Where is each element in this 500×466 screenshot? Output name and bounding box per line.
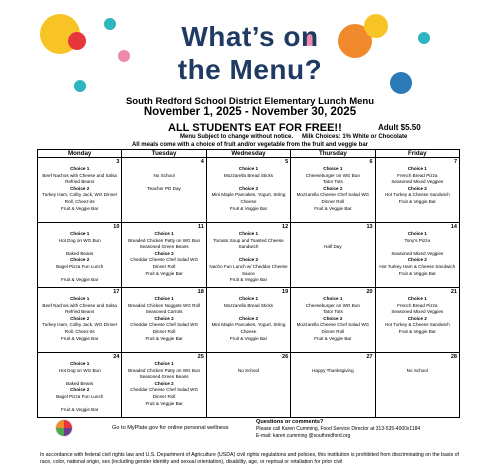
menu-item: Bagel Pizza Fun Lunch [56, 263, 104, 269]
menu-item: Beef Nachos with Cheese and Salsa [42, 172, 117, 178]
free-meals-banner: ALL STUDENTS EAT FOR FREE!! [168, 122, 342, 134]
choice-label: Choice 1 [407, 166, 427, 171]
questions-heading: Questions or comments? [256, 419, 324, 425]
menu-item [123, 166, 204, 173]
menu-item: Refried Beans [65, 179, 95, 185]
day-number: 7 [453, 159, 457, 165]
day-number: 27 [366, 354, 373, 360]
menu-item: Fruit & Veggie Bar [61, 277, 99, 283]
date-range: November 1, 2025 - November 30, 2025 [143, 106, 357, 118]
day-cell [375, 158, 459, 223]
menu-item: Fruit & Veggie Bar [229, 277, 268, 283]
choice-label: Choice 2 [407, 257, 427, 263]
menu-item: Mozzarella Cheese Chef Salad WG Dinner Roll [296, 322, 370, 334]
week-row [38, 223, 460, 288]
menu-item: No School [237, 367, 260, 373]
choice-label: Choice 2 [70, 185, 90, 191]
day-cell [375, 353, 459, 418]
day-number: 26 [282, 354, 289, 360]
nondiscrimination-statement: In accordance with federal civil rights law and U.S. Department of Agriculture (USDA) civil rights regulations and policies, this institution is prohibited from discriminating on the basis of race, color, national origin, sex (including gender identity and sexual orientation), disability, age, or reprisal or retaliation for prior civil [40, 452, 459, 465]
menu-items [291, 223, 374, 251]
choice-label: Choice 1 [407, 296, 427, 301]
menu-item: Seasoned Mixed Veggies [391, 250, 444, 256]
day-cell [291, 158, 375, 223]
menu-item: French Bread Pizza [397, 172, 438, 178]
menu-item: Nacho Fun Lunch w/ Cheddar Cheese Sauce [209, 263, 288, 276]
choice-label: Choice 2 [238, 185, 259, 191]
menu-items [291, 288, 374, 342]
weekday-wednesday: Wednesday [206, 150, 290, 158]
menu-item: Hot Dog on WG Bun [58, 367, 101, 373]
week-row [38, 353, 460, 418]
hero-title-line2: the Menu? [177, 54, 323, 85]
menu-item: Happy Thanksgiving [312, 367, 354, 373]
day-number: 25 [197, 354, 204, 360]
menu-item: Fruit & Veggie Bar [398, 328, 436, 334]
day-number: 10 [113, 224, 120, 230]
menu-item: Seasoned Mixed Veggies [391, 179, 444, 185]
meals-note: All meals come with a choice of fruit and/or vegetable from the fruit and veggie bar [131, 142, 369, 148]
menu-item [39, 271, 120, 278]
menu-item: Mozzarella Cheese Chef Salad WG Dinner Roll [296, 192, 370, 204]
menu-item: Cheeseburger on WG Bun [305, 302, 360, 308]
weekday-thursday: Thursday [291, 150, 375, 158]
menu-items [38, 288, 121, 342]
menu-item [39, 401, 120, 408]
day-number: 17 [113, 289, 120, 295]
day-cell [122, 353, 206, 418]
menu-item [377, 361, 458, 368]
adult-price: Adult $5.50 [378, 123, 421, 132]
day-cell [122, 223, 206, 288]
menu-item: Breaded Chicken Patty on WG Bun [128, 367, 201, 373]
menu-item [292, 231, 373, 238]
menu-item [292, 238, 373, 245]
district-heading: South Redford School District Elementary Lunch Menu [125, 96, 375, 107]
menu-item: Mini Maple Pancakes, Yogurt, String Cheese [211, 192, 286, 204]
menu-item: Bagel Pizza Fun Lunch [56, 393, 104, 399]
day-cell [122, 288, 206, 353]
day-number: 11 [197, 224, 204, 230]
menu-item: Seasoned Mixed Veggies [391, 309, 444, 315]
menu-items [207, 223, 290, 284]
menu-calendar [37, 149, 460, 418]
choice-label: Choice 1 [323, 296, 343, 301]
day-number: 3 [116, 159, 120, 165]
choice-label: Choice 2 [238, 315, 259, 321]
menu-item: Fruit & Veggie Bar [145, 335, 183, 341]
choice-label: Choice 1 [70, 166, 90, 171]
menu-items [38, 223, 121, 284]
menu-item: Breaded Chicken Patty on WG Bun [128, 237, 201, 243]
menu-item: Fruit & Veggie Bar [229, 335, 268, 341]
menu-item: Baked Beans [66, 250, 94, 256]
menu-item: Hot Turkey & Cheese Sandwich [384, 192, 450, 198]
menu-items [38, 158, 121, 212]
menu-item [208, 309, 289, 316]
menu-items [122, 288, 205, 342]
day-cell [38, 288, 122, 353]
day-cell [206, 353, 290, 418]
email-line: E-mail: karen.cumming @southredford.org [256, 433, 351, 439]
choice-label: Choice 1 [238, 231, 259, 236]
menu-item: Turkey Ham, Colby Jack, WG Dinner Roll, Cheez-its [42, 322, 118, 334]
choice-label: Choice 1 [238, 296, 259, 301]
menu-item [377, 244, 458, 251]
menu-item: Fruit & Veggie Bar [145, 270, 183, 276]
choice-label: Choice 2 [70, 315, 90, 321]
day-number: 19 [282, 289, 289, 295]
choice-label: Choice 2 [70, 387, 90, 393]
myplate-logo [55, 419, 73, 437]
menu-item: French Bread Pizza [397, 302, 438, 308]
choice-label: Choice 1 [70, 296, 90, 301]
day-number: 21 [450, 289, 457, 295]
menu-items [122, 353, 205, 407]
day-number: 5 [285, 159, 289, 165]
choice-label: Choice 1 [154, 231, 174, 236]
day-cell [38, 158, 122, 223]
menu-item: Fruit & Veggie Bar [61, 205, 99, 211]
day-cell [206, 158, 290, 223]
menu-item: Fruit & Veggie Bar [314, 335, 352, 341]
myplate-icon [55, 419, 73, 437]
week-row [38, 158, 460, 223]
menu-item: Hot Turkey & Cheese Sandwich [384, 322, 450, 328]
choice-label: Choice 2 [70, 257, 90, 263]
menu-item: Mozzarella Bread Sticks [223, 172, 274, 178]
menu-items [207, 288, 290, 342]
day-number: 12 [282, 224, 289, 230]
menu-items [207, 158, 290, 212]
day-cell [291, 353, 375, 418]
day-number: 28 [450, 354, 457, 360]
contact-line: Please call Karen Cumming, Food Service Director at 313-535-4000x1184 [256, 426, 421, 432]
menu-item: Tomato Soup and Toasted Cheese Sandwich [213, 237, 284, 250]
day-cell [38, 223, 122, 288]
menu-items [122, 158, 205, 192]
menu-item: Half Day [324, 244, 342, 250]
choice-label: Choice 1 [154, 296, 174, 301]
menu-item: Cheddar Cheese Chef Salad WG Dinner Roll [130, 387, 199, 399]
menu-item: Cheeseburger on WG Bun [305, 172, 360, 178]
menu-item: Tator Tots [322, 179, 343, 185]
weekday-friday: Friday [375, 150, 459, 158]
menu-item [208, 251, 289, 258]
day-cell [122, 158, 206, 223]
menu-item: Fruit & Veggie Bar [61, 407, 99, 413]
menu-item: Cheddar Cheese Chef Salad WG Dinner Roll [130, 322, 199, 334]
menu-item: Seasoned Carrots [145, 309, 183, 315]
menu-item [39, 374, 120, 381]
week-row [38, 288, 460, 353]
menu-items [207, 353, 290, 374]
menu-item: Refried Beans [65, 309, 95, 315]
day-cell [375, 223, 459, 288]
choice-label: Choice 2 [154, 380, 174, 386]
menu-item: Mozzarella Bread Sticks [223, 302, 274, 308]
day-cell [291, 288, 375, 353]
day-cell [38, 353, 122, 418]
menu-item [208, 361, 289, 368]
menu-item: Baked Beans [66, 380, 94, 386]
choice-label: Choice 1 [238, 166, 259, 171]
menu-items [376, 158, 459, 206]
menu-item: Teacher PD Day [147, 185, 181, 191]
menu-item: Fruit & Veggie Bar [145, 400, 183, 406]
menu-item: Seasoned Green Beans [139, 244, 189, 250]
menu-item: No School [406, 367, 428, 373]
menu-items [38, 353, 121, 414]
menu-items [376, 223, 459, 277]
day-number: 4 [200, 159, 204, 165]
myplate-link[interactable]: Go to MyPlate.gov for online personal wellness [112, 425, 229, 431]
day-cell [206, 223, 290, 288]
weekday-monday: Monday [38, 150, 122, 158]
day-number: 20 [366, 289, 373, 295]
choice-label: Choice 1 [407, 231, 427, 236]
choice-label: Choice 1 [70, 361, 90, 366]
menu-item: Mini Maple Pancakes, Yogurt, String Cheese [211, 322, 286, 334]
weekday-header-row [38, 150, 460, 158]
menu-item: No School [153, 172, 175, 178]
menu-item [292, 361, 373, 368]
choice-label: Choice 1 [70, 231, 90, 236]
menu-item [208, 179, 289, 186]
choice-label: Choice 2 [323, 185, 343, 191]
choice-label: Choice 2 [407, 185, 427, 191]
menu-item [123, 179, 204, 186]
menu-item: Fruit & Veggie Bar [229, 205, 268, 211]
day-number: 13 [366, 224, 373, 230]
hero-title-line1: What’s on [181, 21, 319, 52]
menu-item: Fruit & Veggie Bar [314, 205, 352, 211]
menu-items [291, 158, 374, 212]
menu-item: Fruit & Veggie Bar [398, 198, 436, 204]
day-number: 6 [369, 159, 373, 165]
day-cell [375, 288, 459, 353]
menu-items [376, 353, 459, 374]
menu-item: Turkey Ham, Colby Jack, WG Dinner Roll, Cheez-its [42, 192, 118, 204]
day-number: 24 [113, 354, 120, 360]
menu-item: Breaded Chicken Nuggets WG Roll [128, 302, 201, 308]
menu-item: Tony’s Pizza [404, 237, 430, 243]
day-cell [291, 223, 375, 288]
choice-label: Choice 2 [154, 315, 174, 321]
choice-label: Choice 2 [238, 257, 259, 263]
menu-item: Fruit & Veggie Bar [398, 270, 436, 276]
weekday-tuesday: Tuesday [122, 150, 206, 158]
menu-item [39, 244, 120, 251]
menu-item: Cheddar Cheese Chef Salad WG Dinner Roll [130, 257, 199, 269]
menu-item: Fruit & Veggie Bar [61, 335, 99, 341]
menu-item: Seasoned Green Beans [139, 374, 189, 380]
choice-label: Choice 2 [407, 315, 427, 321]
day-cell [206, 288, 290, 353]
menu-items [376, 288, 459, 336]
menu-item: Tator Tots [322, 309, 343, 315]
choice-label: Choice 1 [323, 166, 343, 171]
day-number: 14 [450, 224, 457, 230]
menu-items [291, 353, 374, 374]
milk-choices: Milk Choices: 1% White or Chocolate [302, 134, 408, 140]
subject-notice: Menu Subject to change without notice. [180, 134, 294, 140]
day-number: 18 [197, 289, 204, 295]
menu-item: Hot Dog on WG Bun [58, 237, 101, 243]
menu-item: Hot Turkey Ham & Cheese Sandwich [379, 263, 456, 269]
choice-label: Choice 2 [154, 250, 174, 256]
menu-item: Beef Nachos with Cheese and Salsa [42, 302, 117, 308]
choice-label: Choice 2 [323, 315, 343, 321]
menu-items [122, 223, 205, 277]
choice-label: Choice 1 [154, 361, 174, 366]
